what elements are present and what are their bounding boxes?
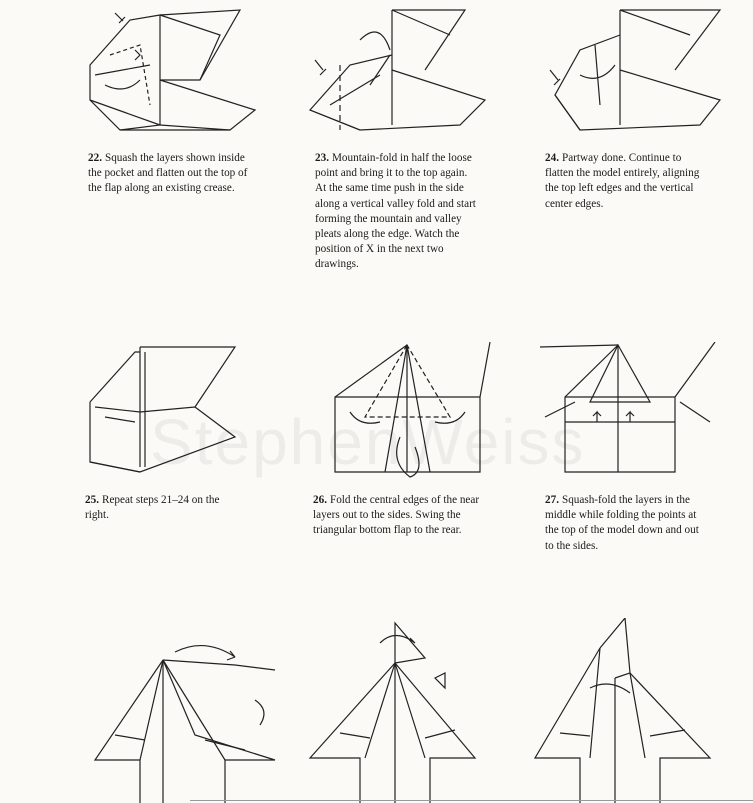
watermark: StephenWeiss	[150, 406, 586, 478]
diagram-step-25	[85, 342, 245, 482]
step-number: 26.	[313, 494, 327, 506]
diagram-step-23	[300, 5, 490, 140]
step-number: 25.	[85, 494, 99, 506]
step-text: Mountain-fold in half the loose point and bring it to the top again. At the same time push in the side along a vertical valley fold and start forming the mountain and valley pleats along the edge. Watch the position of X in the next two drawings.	[315, 152, 476, 271]
caption-step-23	[315, 151, 477, 273]
step-number: 27.	[545, 494, 559, 506]
step-text: Squash-fold the layers in the middle while folding the points at the top of the model down and out to the sides.	[545, 494, 699, 552]
caption-step-26	[313, 493, 485, 539]
step-number: 24.	[545, 152, 559, 164]
caption-step-27	[545, 493, 710, 554]
step-text: Fold the central edges of the near layers out to the sides. Swing the triangular bottom flap to the rear.	[313, 494, 480, 537]
diagram-step-29	[305, 618, 495, 803]
step-text: Repeat steps 21–24 on the right.	[85, 494, 220, 522]
diagram-step-22	[80, 5, 260, 140]
diagram-step-26	[325, 342, 495, 482]
step-text: Squash the layers shown inside the pocket and flatten out the top of the flap along an existing crease.	[88, 152, 248, 195]
step-number: 22.	[88, 152, 102, 164]
diagram-step-30	[530, 618, 720, 803]
caption-step-25	[85, 493, 245, 523]
diagram-step-27	[540, 342, 720, 482]
caption-step-22	[88, 151, 253, 197]
diagram-step-28	[85, 640, 285, 803]
step-text: Partway done. Continue to flatten the model entirely, aligning the top left edges and the vertical center edges.	[545, 152, 700, 210]
caption-step-24	[545, 151, 710, 212]
diagram-step-24	[540, 5, 730, 140]
scan-edge-line	[190, 800, 753, 801]
step-number: 23.	[315, 152, 329, 164]
